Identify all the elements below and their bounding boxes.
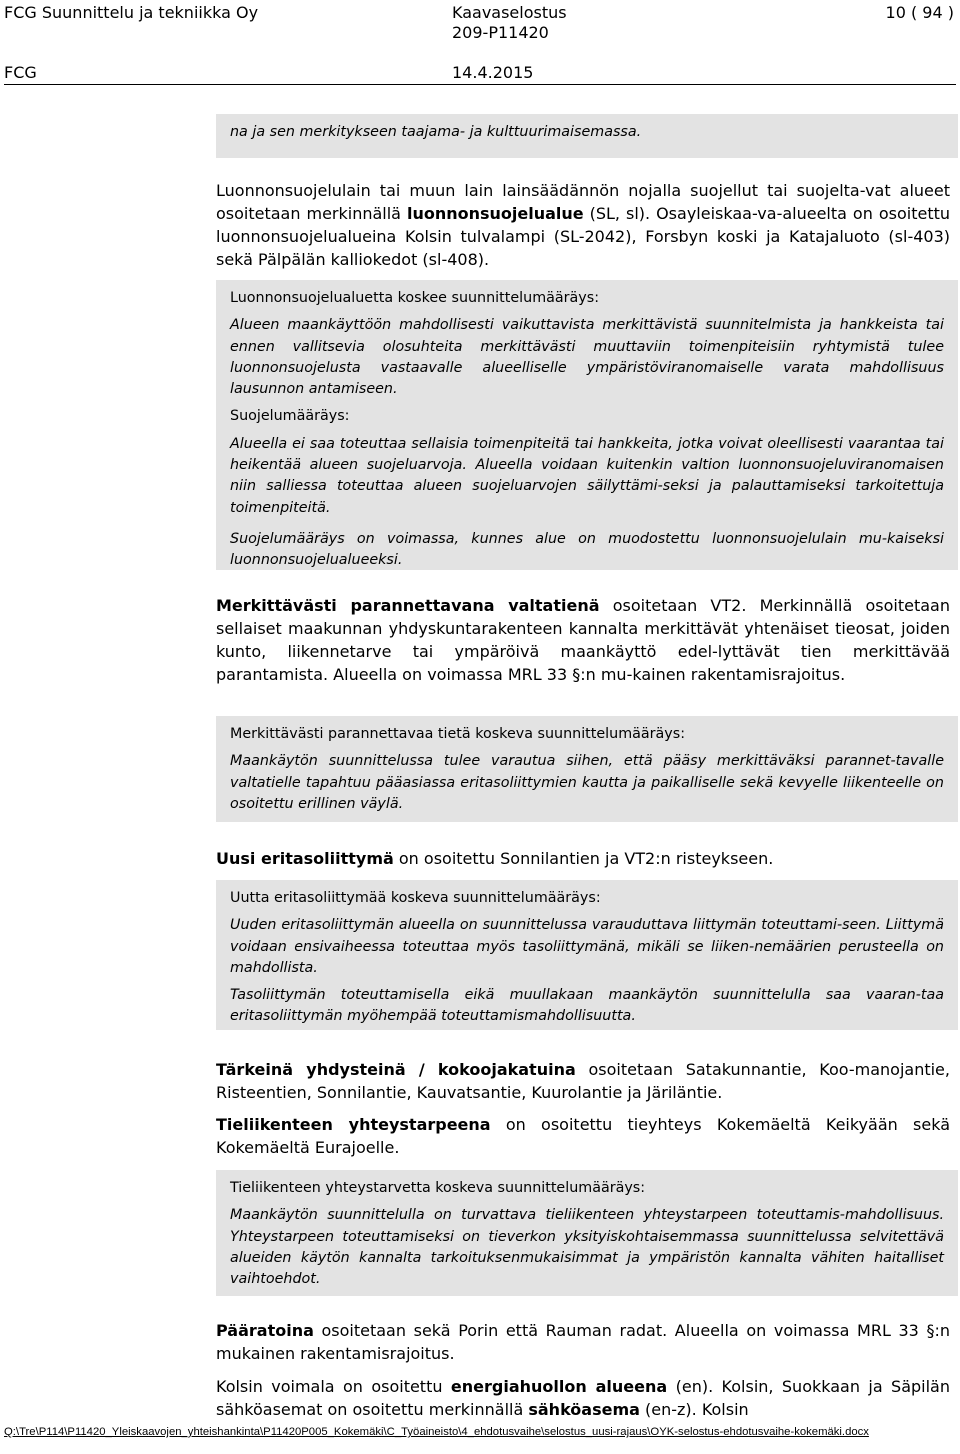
text: (en-z). Kolsin — [639, 1400, 749, 1419]
term-luonnonsuojelualue: luonnonsuojelualue — [406, 204, 584, 223]
box-heading: Merkittävästi parannettavaa tietä koskeva suunnittelumääräys: — [230, 726, 686, 742]
text: (SL, sl). Osayleiskaa-va-alueelta on osoitettu luonnonsuojelualueina Kolsin tulvalampi (SL-2042), Forsbyn koski ja Katajaluoto (sl-403) sekä Pälpälän kalliokedot (sl-408). — [216, 204, 951, 269]
paragraph-road-connection-need — [216, 1113, 950, 1159]
paragraph-railways — [216, 1319, 950, 1365]
document-date: 14.4.2015 — [452, 63, 534, 82]
term-paaradat: Pääratoina — [216, 1321, 314, 1340]
text: osoitetaan VT2. Merkinnällä osoitetaan sellaiset maakunnan yhdyskuntarakenteen kannalta merkittävät yhtenäiset tieosat, joiden kunto, liikennetarve tai ympäröivä maankäyttö edel-lyttävät tien merkittävää parantamista. Alueella on voimassa MRL 33 §:n mu-kainen rakentamisrajoitus. — [216, 596, 951, 684]
box-paragraph: Tasoliittymän toteuttamisella eikä muullakaan maankäytön suunnittelulla saa vaaran-taa eritasoliittymän myöhempää toteuttamismahdollisuutta. — [230, 987, 944, 1025]
text: osoitetaan Satakunnantie, Koo-manojantie, Risteentien, Sonnilantie, Kauvatsantie, Kuurolantie ja Järiläntie. — [216, 1060, 950, 1102]
company-name: FCG Suunnittelu ja tekniikka Oy — [4, 3, 259, 22]
box-paragraph: Suojelumääräys on voimassa, kunnes alue on muodostettu luonnonsuojelulain mu-kaiseksi luonnonsuojelualueeksi. — [230, 530, 944, 569]
term-sahkoasema: sähköasema — [528, 1400, 640, 1419]
box-paragraph: Alueella ei saa toteuttaa sellaisia toimenpiteitä tai hankkeita, jotka voivat oleellisesti vaarantaa tai heikentää alueen suojeluarvoja. Alueella voidaan kuitenkin valtion luonnonsuojeluviranomaisen niin salliessa toteuttaa alueen suojeluarvojen säilyttämi-seksi ja palauttamiseksi tarkoitettuja toimenpiteitä. — [230, 435, 944, 516]
box-paragraph: Uuden eritasoliittymän alueella on suunnittelussa varauduttava liittymän toteuttami-seen. Liittymä voidaan ensivaiheessa toteuttaa myös tasoliittymänä, mikäli se liiken-nemäärien perusteella on mahdollista. — [230, 917, 944, 976]
regulation-box-main-road — [216, 716, 958, 822]
paragraph-interchange — [216, 847, 950, 870]
paragraph-main-road — [216, 594, 950, 686]
box-heading: Luonnonsuojelualuetta koskee suunnittelumääräys: — [230, 290, 600, 306]
box-text: na ja sen merkitykseen taajama- ja kulttuurimaisemassa. — [230, 124, 642, 140]
document-number: 209-P11420 — [452, 23, 549, 42]
term-eritasoliittyma: Uusi eritasoliittymä — [216, 849, 394, 868]
regulation-box-nature-conservation — [216, 280, 958, 570]
text: (en). Kolsin, Suokkaan ja Säpilän sähköasemat on osoitettu merkinnällä — [216, 1377, 950, 1419]
paragraph-energy — [216, 1375, 950, 1421]
org-short: FCG — [4, 63, 37, 82]
box-heading: Tieliikenteen yhteystarvetta koskeva suunnittelumääräys: — [230, 1180, 646, 1196]
box-paragraph: Maankäytön suunnittelulla on turvattava tieliikenteen yhteystarpeen toteuttamis-mahdollisuus. Yhteystarpeen toteuttamiseksi on tieverkon yksityiskohtaisemmassa suunnittelussa selvitettävä alueiden käytön kannalta tarkoituksenmukaisimmat ja ympäristön kannalta vähiten haitalliset vaihtoehdot. — [230, 1207, 944, 1288]
text: osoitetaan sekä Porin että Rauman radat. Alueella on voimassa MRL 33 §:n mukainen rakentamisrajoitus. — [216, 1321, 950, 1363]
regulation-box-interchange — [216, 880, 958, 1030]
box-paragraph: Maankäytön suunnittelussa tulee varautua siihen, että pääsy merkittäväksi parannet-tavalle valtatielle tapahtuu pääasiassa eritasoliittymien kautta ja paikalliselle sekä kevyelle liikenteelle on osoitettu erillinen väylä. — [230, 753, 944, 812]
header-divider — [4, 84, 956, 85]
box-paragraph: Alueen maankäyttöön mahdollisesti vaikuttavista merkittävistä suunnitelmista ja hankkeista tai ennen vallitsevia olosuhteita merkittävästi muuttaviin toimenpiteisiin ryhtymistä tulee luonnonsuojelusta vastaavalle alueelliselle ympäristöviranomaiselle varata mahdollisuus lausunnon antamiseen. — [230, 317, 944, 398]
text: on osoitettu Sonnilantien ja VT2:n risteykseen. — [393, 849, 774, 868]
regulation-box-road-connection — [216, 1170, 958, 1296]
regulation-box-continued — [216, 114, 958, 158]
paragraph-nature-conservation — [216, 179, 950, 271]
text: Luonnonsuojelulain tai muun lain lainsäädännön nojalla suojellut tai suojelta-vat alueet osoitetaan merkinnällä — [216, 181, 950, 223]
page-number: 10 ( 94 ) — [885, 3, 954, 22]
term-valtatie: Merkittävästi parannettavana valtatienä — [216, 596, 600, 615]
text: on osoitettu tieyhteys Kokemäeltä Keikyään sekä Kokemäeltä Eurajoelle. — [216, 1115, 951, 1157]
term-yhdystiet: Tärkeinä yhdysteinä / kokoojakatuina — [216, 1060, 576, 1079]
paragraph-connecting-roads — [216, 1058, 950, 1104]
text: Kolsin voimala on osoitettu — [216, 1377, 451, 1396]
box-heading: Uutta eritasoliittymää koskeva suunnittelumääräys: — [230, 890, 601, 906]
term-yhteystarve: Tieliikenteen yhteystarpeena — [216, 1115, 491, 1134]
box-heading: Suojelumääräys: — [230, 408, 350, 425]
term-energiahuolto: energiahuollon alueena — [450, 1377, 668, 1396]
document-type: Kaavaselostus — [452, 3, 567, 22]
footer-file-path: Q:\Tre\P114\P11420_Yleiskaavojen_yhteishankinta\P11420P005_Kokemäki\C_Työaineisto\4_ehdotusvaihe\selostus_uusi-rajaus\OYK-selostus-ehdotusvaihe-kokemäki.docx — [4, 1426, 869, 1438]
